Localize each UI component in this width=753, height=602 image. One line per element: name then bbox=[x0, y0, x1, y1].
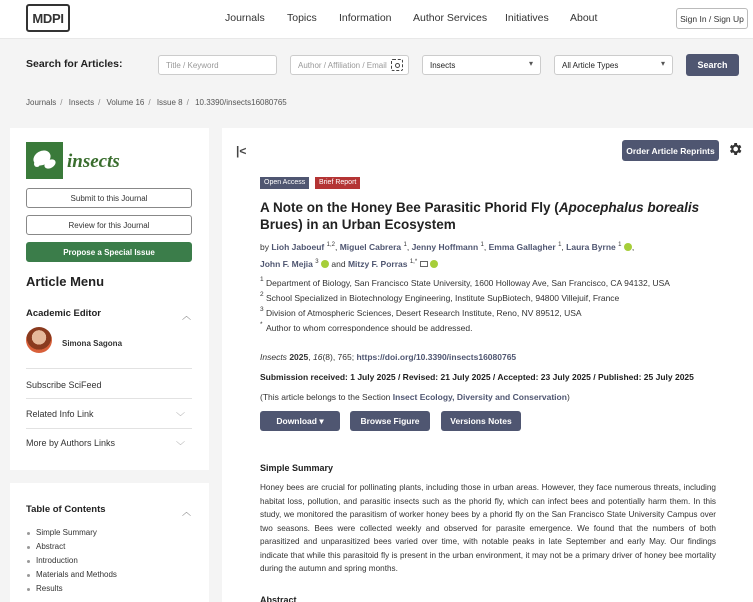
sign-in-button[interactable]: Sign In / Sign Up bbox=[676, 8, 748, 29]
download-button[interactable] bbox=[260, 411, 340, 431]
and-label: and bbox=[331, 258, 346, 269]
title-species: Apocephalus borealis bbox=[558, 200, 700, 215]
article-type-value: All Article Types bbox=[562, 61, 619, 70]
toc-title: Table of Contents bbox=[26, 504, 106, 515]
mail-icon[interactable] bbox=[420, 261, 428, 267]
author-list: by Lioh Jaboeuf $^{1,2}$, Miguel Cabrera $^1$, Jenny Hoffmann $^1$, Emma Gallagher $^1$, Laura Byrne $^1$ , John F. Mejia $^3$ and Mitzy F. Porras $^{1,*}$ bbox=[260, 241, 635, 269]
chevron-down-icon: ▾ bbox=[528, 59, 533, 68]
affiliation-text: School Specialized in Biotechnology Engineering, Institute SupBiotech, 94800 Villejuif, France bbox=[266, 293, 620, 303]
citation-journal: Insects bbox=[260, 352, 287, 362]
article-title bbox=[260, 199, 720, 233]
author-link[interactable]: Mitzy F. Porras bbox=[347, 258, 408, 269]
logo-text: MDPI bbox=[32, 10, 64, 26]
more-by-authors-link[interactable]: More by Authors Links bbox=[26, 438, 116, 448]
citation-year: 2025 bbox=[289, 352, 309, 362]
breadcrumb-issue[interactable]: Issue 8 bbox=[156, 98, 183, 107]
brief-report-badge: Brief Report bbox=[315, 177, 360, 189]
open-access-badge: Open Access bbox=[260, 177, 309, 189]
affiliation-text: Author to whom correspondence should be addressed. bbox=[266, 323, 473, 333]
nav-topics[interactable]: Topics bbox=[287, 12, 317, 24]
order-reprints-button[interactable]: Order Article Reprints bbox=[622, 140, 719, 161]
search-bar bbox=[0, 38, 753, 88]
article-type-select[interactable] bbox=[554, 55, 673, 75]
chevron-down-icon: ▾ bbox=[319, 415, 324, 426]
breadcrumb-doi[interactable]: 10.3390/insects16080765 bbox=[195, 98, 287, 107]
breadcrumb: Journals / Insects / Volume 16 / Issue 8 / 10.3390/insects16080765 bbox=[26, 98, 287, 107]
chevron-down-icon[interactable]: ﹀ bbox=[175, 441, 185, 451]
editor-name[interactable]: Simona Sagona bbox=[62, 339, 123, 348]
publication-dates: Submission received: 1 July 2025 / Revised: 21 July 2025 / Accepted: 23 July 2025 / Published: 25 July 2025 bbox=[260, 372, 694, 382]
affiliation-text: Division of Atmospheric Sciences, Desert Research Institute, Reno, NV 89512, USA bbox=[266, 308, 582, 318]
affiliation bbox=[260, 291, 620, 303]
propose-special-issue-button[interactable]: Propose a Special Issue bbox=[26, 242, 192, 262]
doi-link[interactable]: https://doi.org/10.3390/insects16080765 bbox=[356, 352, 517, 362]
author-sup: 1 bbox=[403, 242, 407, 248]
mdpi-logo[interactable] bbox=[26, 4, 70, 32]
collapse-sidebar-icon[interactable]: |< bbox=[236, 144, 247, 158]
avatar bbox=[26, 327, 52, 353]
review-journal-button[interactable]: Review for this Journal bbox=[26, 215, 192, 235]
author-link[interactable]: Laura Byrne bbox=[566, 241, 616, 252]
orcid-icon[interactable] bbox=[430, 260, 438, 268]
author-sup: 1 bbox=[618, 242, 622, 248]
author-sup: 1 bbox=[480, 242, 484, 248]
title-text: Brues) in an Urban Ecosystem bbox=[260, 217, 456, 232]
abstract-heading: Abstract bbox=[260, 595, 297, 602]
affiliation bbox=[260, 321, 473, 333]
versions-notes-button[interactable]: Versions Notes bbox=[441, 411, 521, 431]
orcid-icon[interactable] bbox=[624, 243, 632, 251]
affiliation-num: 3 bbox=[260, 306, 264, 313]
toc-item[interactable]: Materials and Methods bbox=[36, 570, 117, 579]
toc-item[interactable]: Introduction bbox=[36, 556, 78, 565]
submit-journal-button[interactable]: Submit to this Journal bbox=[26, 188, 192, 208]
article-menu-title: Article Menu bbox=[26, 274, 105, 289]
citation: Insects 2025, 16(8), 765; https://doi.org/10.3390/insects16080765 bbox=[260, 352, 517, 362]
gear-icon[interactable] bbox=[727, 141, 743, 157]
author-affiliation-input[interactable] bbox=[290, 55, 409, 75]
nav-journals[interactable]: Journals bbox=[225, 12, 265, 24]
breadcrumb-journals[interactable]: Journals bbox=[26, 98, 57, 107]
related-info-link[interactable]: Related Info Link bbox=[26, 409, 94, 419]
citation-rest: (8), 765; bbox=[322, 352, 355, 362]
toc-item[interactable]: Results bbox=[36, 584, 63, 593]
breadcrumb-volume[interactable]: Volume 16 bbox=[106, 98, 145, 107]
simple-summary-text: Honey bees are crucial for pollinating plants, including those in urban areas. However, they face numerous threats, including habitat loss, pollution, and parasitic insects such as the phorid fly, which can infect bees and potentially harm them. In this study, we monitored the parasitism of worker honey bees by a phorid fly on the San Francisco State University Campus over two seasons. Bees were collected weekly and observed for parasite emergence. We found that the numbers of both parasitized and unparasitized bees varied over time, with notable peaks in late September and early May. Our findings indicate that while this parasitoid fly is present in the urban environment, it may not be a primary driver of honey bee mortality during the autumn and spring months. bbox=[260, 483, 716, 573]
insects-logo-icon[interactable] bbox=[26, 142, 63, 179]
download-label: Download bbox=[276, 416, 317, 426]
chevron-down-icon[interactable]: ﹀ bbox=[175, 412, 185, 422]
scan-icon[interactable] bbox=[391, 59, 403, 71]
chevron-up-icon[interactable]: ︿ bbox=[181, 507, 191, 517]
author-sup: 1,* bbox=[409, 258, 418, 265]
section-suffix: ) bbox=[566, 392, 570, 402]
affiliation-num: * bbox=[260, 321, 263, 328]
journal-name[interactable]: insects bbox=[67, 151, 120, 172]
affiliation bbox=[260, 276, 670, 288]
title-text: A Note on the Honey Bee Parasitic Phorid Fly ( bbox=[260, 200, 559, 215]
academic-editor-title: Academic Editor bbox=[26, 308, 101, 319]
divider bbox=[26, 398, 192, 399]
chevron-up-icon[interactable]: ︿ bbox=[181, 311, 191, 321]
affiliation-num: 1 bbox=[260, 276, 264, 283]
author-sup: 1,2 bbox=[326, 242, 335, 248]
author-link[interactable]: John F. Mejia bbox=[260, 258, 313, 269]
citation-volume: 16 bbox=[312, 352, 323, 362]
nav-initiatives[interactable]: Initiatives bbox=[505, 12, 549, 24]
nav-information[interactable]: Information bbox=[339, 12, 392, 24]
by-label: by bbox=[260, 241, 269, 252]
section-link[interactable]: Insect Ecology, Diversity and Conservation bbox=[392, 392, 567, 402]
divider bbox=[26, 368, 192, 369]
author-sup: 3 bbox=[315, 258, 319, 265]
section-note bbox=[260, 392, 570, 402]
affiliation bbox=[260, 306, 582, 318]
author-link[interactable]: Lioh Jaboeuf bbox=[271, 241, 325, 252]
author-sup: 1 bbox=[558, 242, 562, 248]
author-link[interactable]: Miguel Cabrera bbox=[339, 241, 402, 252]
section-prefix: (This article belongs to the Section bbox=[260, 392, 391, 402]
article-main bbox=[222, 128, 753, 602]
subscribe-scifeed-link[interactable]: Subscribe SciFeed bbox=[26, 380, 102, 390]
journal-select-value: Insects bbox=[430, 61, 456, 70]
author-link[interactable]: Jenny Hoffmann bbox=[411, 241, 479, 252]
sidebar bbox=[10, 128, 209, 470]
orcid-icon[interactable] bbox=[321, 260, 329, 268]
affiliation-num: 2 bbox=[260, 291, 264, 298]
affiliation-text: Department of Biology, San Francisco State University, 1600 Holloway Ave, San Francisco, CA 94132, USA bbox=[266, 278, 670, 288]
breadcrumb-insects[interactable]: Insects bbox=[68, 98, 95, 107]
author-link[interactable]: Emma Gallagher bbox=[488, 241, 556, 252]
top-nav bbox=[0, 0, 753, 38]
browse-figure-button[interactable]: Browse Figure bbox=[350, 411, 430, 431]
simple-summary-heading: Simple Summary bbox=[260, 463, 334, 473]
journal-select[interactable] bbox=[422, 55, 541, 75]
author-placeholder: Author / Affiliation / Email bbox=[298, 61, 387, 70]
nav-about[interactable]: About bbox=[570, 12, 598, 24]
nav-author-services[interactable]: Author Services bbox=[413, 12, 488, 24]
chevron-down-icon: ▾ bbox=[660, 59, 665, 68]
divider bbox=[26, 428, 192, 429]
toc-item[interactable]: Simple Summary bbox=[36, 528, 97, 537]
search-button[interactable]: Search bbox=[686, 54, 739, 76]
table-of-contents bbox=[10, 483, 209, 602]
search-label: Search for Articles: bbox=[26, 58, 123, 70]
title-keyword-input[interactable]: Title / Keyword bbox=[158, 55, 277, 75]
toc-item[interactable]: Abstract bbox=[36, 542, 66, 551]
